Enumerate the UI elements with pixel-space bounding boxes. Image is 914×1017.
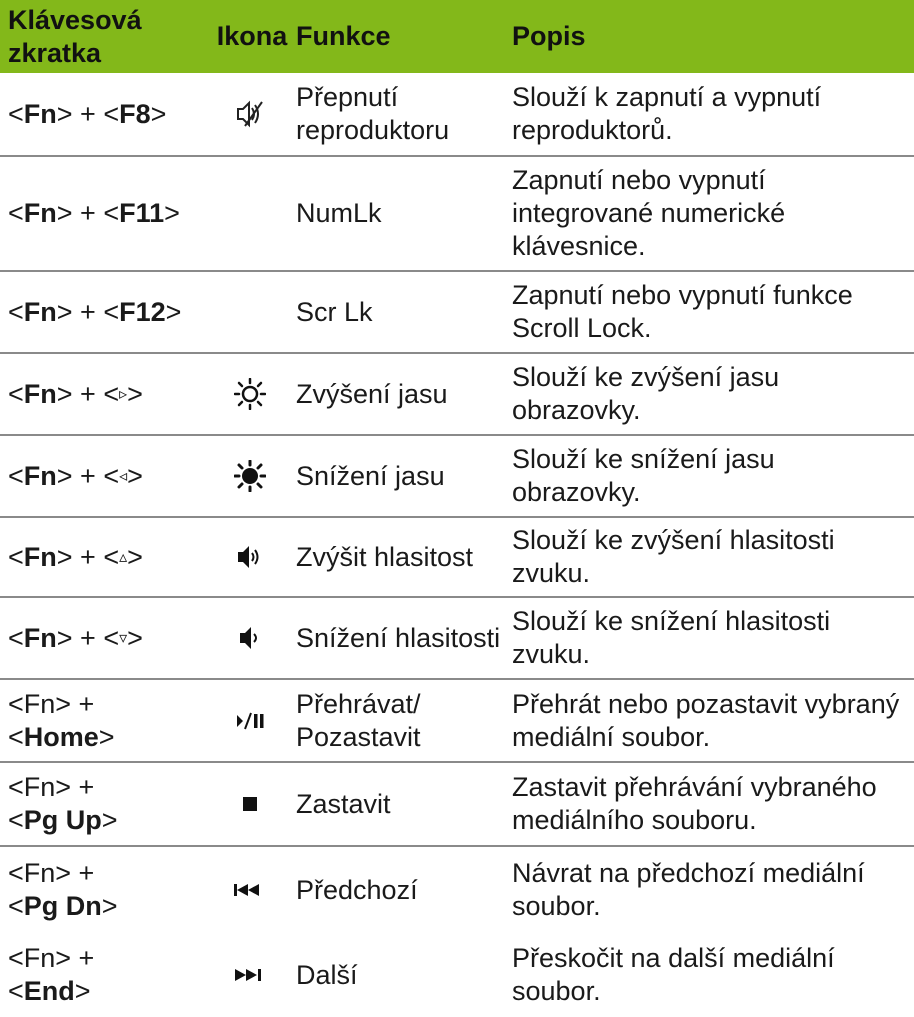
row-key [8,763,208,845]
row-icon-empty [208,157,292,270]
key-bold: Fn [23,296,57,327]
key-text: > + < [56,198,120,228]
arrow-right-glyph: ▹ [119,385,128,403]
row-description: Slouží ke snížení hlasitosti zvuku. [512,606,831,669]
row-function: Snížení hlasitosti [296,622,501,653]
key-text: < [8,198,24,228]
row-key [8,680,208,761]
key-bold: Fn [23,541,57,572]
key-text: < [8,622,24,653]
key-line2: <Pg Up> [8,805,118,835]
next-icon [208,933,292,1017]
row-function: Zastavit [296,788,391,819]
key-line2: <End> [8,976,91,1006]
row-key [8,436,208,516]
key-text: < [8,541,24,572]
arrow-left-glyph: ◃ [119,467,128,485]
table-row [0,354,914,436]
key-bold: F8 [119,98,151,129]
key-text: > + < [56,98,120,129]
row-key [8,518,208,596]
brightness-up-icon [208,354,292,434]
key-line1: <Fn> + [8,943,95,973]
header-key-line2: zkratka [8,37,102,68]
key-text: > [127,541,143,572]
row-key [8,157,208,270]
key-bold: Fn [23,98,57,129]
row-description: Přehrát nebo pozastavit vybraný mediální soubor. [512,688,900,752]
table-row [0,157,914,272]
arrow-down-glyph: ▿ [119,629,128,647]
row-key [8,73,208,155]
key-text: > + < [56,541,120,572]
key-bold: Pg Dn [23,891,102,921]
table-row [0,598,914,680]
row-function: Přehrávat/ Pozastavit [296,688,421,752]
key-bold: Home [23,721,99,752]
key-text: > [127,622,143,653]
key-bold: Fn [23,198,57,228]
key-bold: Fn [23,460,57,491]
key-line2: <Pg Dn> [8,891,118,921]
table-row [0,436,914,518]
row-key [8,933,208,1017]
row-description: Zapnutí nebo vypnutí integrované numerické klávesnice. [512,165,786,261]
key-text: > [165,296,182,327]
table-row [0,763,914,847]
row-description: Zapnutí nebo vypnutí funkce Scroll Lock. [512,280,853,343]
row-description: Slouží ke zvýšení hlasitosti zvuku. [512,525,835,588]
stop-icon [208,763,292,845]
table-row [0,73,914,157]
row-function: Scr Lk [296,296,373,327]
key-bold: F11 [119,198,165,228]
key-text: < [8,296,24,327]
key-bold: End [23,976,75,1006]
table-row [0,518,914,598]
row-description: Zastavit přehrávání vybraného mediálního souboru. [512,772,877,835]
key-text: < [8,460,24,491]
key-text: > [164,198,180,228]
row-key [8,847,208,933]
key-text: > + < [56,460,120,491]
key-bold: Fn [23,378,57,409]
key-text: < [8,98,24,129]
key-line1: <Fn> + [8,772,95,802]
row-function: Přepnutí reproduktoru [296,82,450,145]
row-key [8,598,208,678]
row-function: Snížení jasu [296,460,445,491]
row-description: Slouží k zapnutí a vypnutí reproduktorů. [512,82,822,145]
key-text: > + < [56,296,120,327]
header-key-line1: Klávesová [8,4,142,35]
row-description: Slouží ke snížení jasu obrazovky. [512,444,775,507]
row-key [8,272,208,352]
header-icon: Ikona [216,21,288,51]
key-bold: F12 [119,296,166,327]
play-pause-icon [208,680,292,761]
header-description: Popis [512,21,586,51]
volume-up-icon [208,518,292,596]
key-text: > [150,98,167,129]
key-line1: <Fn> + [8,688,95,719]
row-description: Návrat na předchozí mediální soubor. [512,858,865,921]
table-header [0,0,914,73]
row-icon-empty [208,272,292,352]
table-row [0,272,914,354]
header-function: Funkce [296,21,391,51]
key-text: < [8,378,24,409]
row-function: Další [296,959,358,990]
brightness-down-icon [208,436,292,516]
table-row [0,680,914,763]
row-function: Předchozí [296,874,418,905]
key-text: > [127,460,143,491]
table-row [0,933,914,1017]
key-bold: Fn [23,622,57,653]
row-function: Zvýšení jasu [296,378,448,409]
header-key [8,0,208,73]
row-key [8,354,208,434]
arrow-up-glyph: ▵ [119,548,128,566]
key-text: > + < [56,622,120,653]
key-line2: <Home> [8,721,115,752]
key-bold: Pg Up [23,805,102,835]
row-function: NumLk [296,198,382,228]
key-line1: <Fn> + [8,858,95,888]
key-text: > [127,378,143,409]
key-text: > + < [56,378,120,409]
speaker-toggle-icon [208,73,292,155]
previous-icon [208,847,292,933]
row-description: Přeskočit na další mediální soubor. [512,943,835,1006]
row-function: Zvýšit hlasitost [296,541,474,572]
table-row [0,847,914,933]
volume-down-icon [208,598,292,678]
row-description: Slouží ke zvýšení jasu obrazovky. [512,362,780,425]
